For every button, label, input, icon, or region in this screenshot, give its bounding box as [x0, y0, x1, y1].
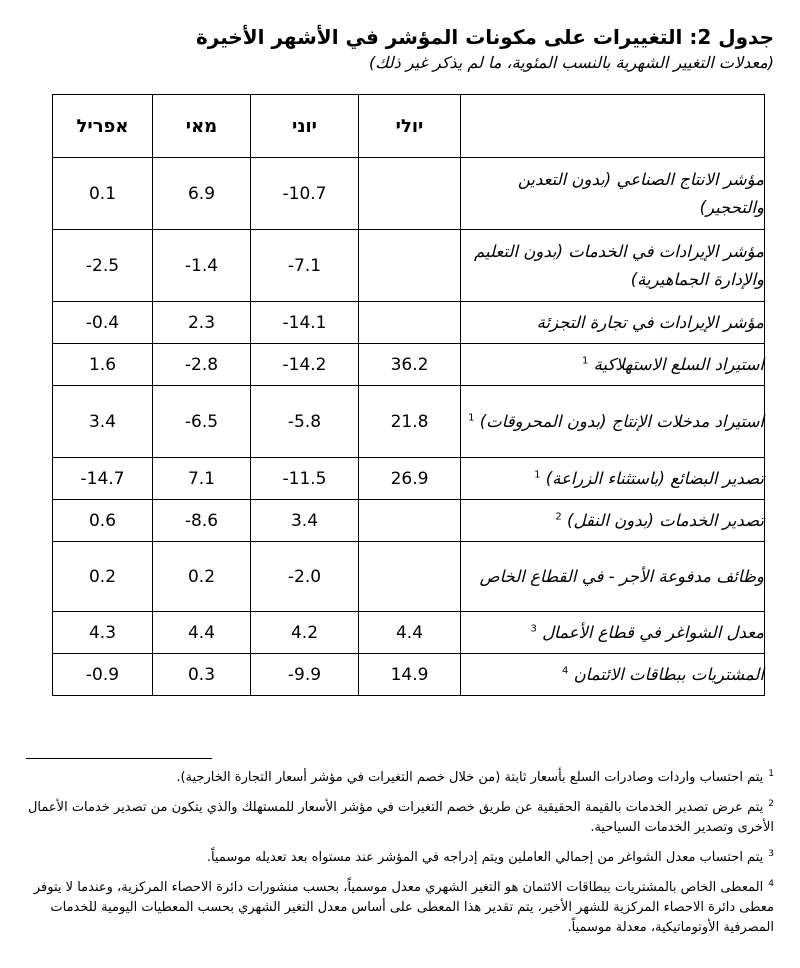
cell-april: 0.6 — [53, 500, 153, 542]
footnote-item — [22, 768, 774, 788]
row-label — [461, 230, 765, 302]
footnote-item — [22, 878, 774, 938]
cell-april: 0.1 — [53, 158, 153, 230]
footnote-ref: 1 — [581, 355, 589, 366]
row-label — [461, 542, 765, 612]
footnote-text: يتم عرض تصدير الخدمات بالقيمة الحقيقية عن طريق خصم التغيرات في مؤشر الأسعار للمستهلك والذي يتكون من تصدير خدمات الأعمال الأخرى وتصدير الخدمات السياحية. — [27, 800, 774, 835]
cell-may: 7.1 — [153, 458, 251, 500]
footnote-item — [22, 848, 774, 868]
row-label-text: تصدير الخدمات (بدون النقل) — [567, 510, 764, 530]
cell-april: -14.7 — [53, 458, 153, 500]
cell-july: 21.8 — [359, 386, 461, 458]
table-row — [53, 654, 765, 696]
footnote-mark: 2 — [768, 798, 774, 809]
footnote-ref: 2 — [555, 511, 562, 522]
row-label-text: استيراد مدخلات الإنتاج (بدون المحروقات) — [479, 411, 764, 431]
cell-april: 0.2 — [53, 542, 153, 612]
cell-may: -8.6 — [153, 500, 251, 542]
footnote-item — [22, 798, 774, 838]
cell-july: 14.9 — [359, 654, 461, 696]
column-header-april: אפריל — [53, 95, 153, 158]
table-row — [53, 500, 765, 542]
cell-may: 4.4 — [153, 612, 251, 654]
cell-april: 4.3 — [53, 612, 153, 654]
page-subtitle: (معدلات التغيير الشهرية بالنسب المئوية، ما لم يذكر غير ذلك) — [369, 53, 774, 72]
row-label-text: مؤشر الإيرادات في الخدمات (بدون التعليم والإدارة الجماهيرية) — [474, 241, 764, 289]
footnote-ref: 4 — [561, 665, 569, 676]
cell-april: 1.6 — [53, 344, 153, 386]
table-row — [53, 458, 765, 500]
cell-may: 0.2 — [153, 542, 251, 612]
cell-july: 4.4 — [359, 612, 461, 654]
row-label — [461, 344, 765, 386]
column-header-may: מאי — [153, 95, 251, 158]
cell-may: -1.4 — [153, 230, 251, 302]
cell-june: -14.2 — [251, 344, 359, 386]
cell-june: 3.4 — [251, 500, 359, 542]
cell-april: 3.4 — [53, 386, 153, 458]
cell-july: 26.9 — [359, 458, 461, 500]
footnote-mark: 4 — [768, 878, 774, 889]
cell-may: -2.8 — [153, 344, 251, 386]
column-header-july: יולי — [359, 95, 461, 158]
footnote-ref: 1 — [534, 469, 541, 480]
table-row — [53, 344, 765, 386]
cell-july — [359, 500, 461, 542]
footnote-text: المعطى الخاص بالمشتريات ببطاقات الائتمان هو التغير الشهري معدل موسمياً، بحسب منشورات دائرة الاحصاء المركزية، وعندما لا يتوفر معطى دائرة الاحصاء المركزية للشهر الأخير، يتم تقدير هذا المعطى على أساس معدل التغير الشهري بحسب المعطيات اليومية للخدمات المصرفية الأوتوماتيكية، معدلة موسمياً. — [33, 880, 774, 935]
footnote-divider — [26, 758, 212, 759]
cell-june: -9.9 — [251, 654, 359, 696]
column-header-label — [461, 95, 765, 158]
row-label-text: تصدير البضائع (باستثناء الزراعة) — [545, 468, 764, 488]
table-row — [53, 302, 765, 344]
row-label-text: مؤشر الانتاج الصناعي (بدون التعدين والتحجير) — [517, 169, 764, 217]
row-label-text: مؤشر الإيرادات في تجارة التجزئة — [536, 312, 764, 332]
indicator-changes-table — [52, 94, 765, 696]
cell-april: -2.5 — [53, 230, 153, 302]
cell-may: 0.3 — [153, 654, 251, 696]
row-label — [461, 458, 765, 500]
footnote-mark: 3 — [768, 848, 774, 859]
cell-june: -5.8 — [251, 386, 359, 458]
row-label — [461, 654, 765, 696]
footnote-ref: 3 — [530, 623, 537, 634]
footnotes — [22, 768, 774, 948]
cell-july: 36.2 — [359, 344, 461, 386]
table-row — [53, 158, 765, 230]
cell-june: -2.0 — [251, 542, 359, 612]
row-label — [461, 500, 765, 542]
cell-july — [359, 302, 461, 344]
cell-april: -0.9 — [53, 654, 153, 696]
cell-april: -0.4 — [53, 302, 153, 344]
footnote-ref: 1 — [468, 412, 475, 423]
row-label-text: استيراد السلع الاستهلاكية — [593, 354, 764, 374]
row-label — [461, 612, 765, 654]
cell-june: -11.5 — [251, 458, 359, 500]
cell-july — [359, 158, 461, 230]
cell-may: 2.3 — [153, 302, 251, 344]
table-row — [53, 230, 765, 302]
cell-may: 6.9 — [153, 158, 251, 230]
table-body — [53, 158, 765, 696]
row-label — [461, 302, 765, 344]
cell-july — [359, 230, 461, 302]
cell-june: 4.2 — [251, 612, 359, 654]
cell-june: -7.1 — [251, 230, 359, 302]
cell-may: -6.5 — [153, 386, 251, 458]
row-label — [461, 158, 765, 230]
table-header-row — [53, 95, 765, 158]
column-header-june: יוני — [251, 95, 359, 158]
footnote-text: يتم احتساب واردات وصادرات السلع بأسعار ثابتة (من خلال خصم التغيرات في مؤشر أسعار التجارة الخارجية). — [176, 770, 764, 785]
page-title: جدول 2: التغييرات على مكونات المؤشر في الأشهر الأخيرة — [195, 25, 774, 49]
row-label — [461, 386, 765, 458]
table-row — [53, 386, 765, 458]
row-label-text: وظائف مدفوعة الأجر - في القطاع الخاص — [479, 566, 764, 586]
table-row — [53, 542, 765, 612]
cell-june: -14.1 — [251, 302, 359, 344]
cell-june: -10.7 — [251, 158, 359, 230]
row-label-text: معدل الشواغر في قطاع الأعمال — [542, 622, 764, 642]
cell-july — [359, 542, 461, 612]
footnote-text: يتم احتساب معدل الشواغر من إجمالي العاملين ويتم إدراجه في المؤشر عند مستواه بعد تعديله موسمياً. — [206, 850, 764, 865]
footnote-mark: 1 — [768, 768, 774, 779]
table-row — [53, 612, 765, 654]
row-label-text: المشتريات ببطاقات الائتمان — [573, 664, 764, 684]
